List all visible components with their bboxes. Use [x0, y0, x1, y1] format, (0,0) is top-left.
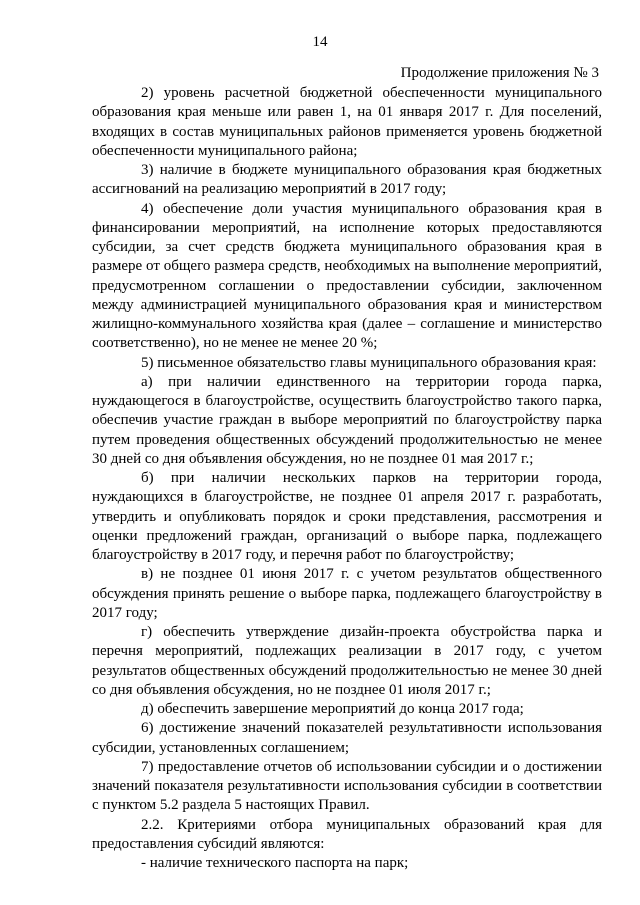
paragraph-criterion-1: - наличие технического паспорта на парк; [141, 855, 409, 871]
appendix-continuation-header: Продолжение приложения № 3 [400, 65, 599, 81]
paragraph-subitem-v: в) не позднее 01 июня 2017 г. с учетом результатов общественного обсуждения принять решение о выборе парка, подлежащего благоустройству в 2017 году; [92, 566, 602, 621]
document-body [92, 84, 602, 873]
paragraph-subitem-g: г) обеспечить утверждение дизайн-проекта обустройства парка и перечня мероприятий, подлежащих реализации в 2017 году, с учетом результатов общественных обсуждений продолжительностью не менее 30 дней со дня объявления обсуждения, но не позднее 01 июля 2017 г.; [92, 624, 602, 698]
paragraph-item-6: 6) достижение значений показателей результативности использования субсидии, установленных соглашением; [92, 720, 602, 756]
paragraph-item-4: 4) обеспечение доли участия муниципального образования края в финансировании мероприятий, на исполнение которых предоставляются субсидии, за счет средств бюджета муниципального образования края в размере от общего размера средств, необходимых на выполнение мероприятий, предусмотренном соглашении о предоставлении субсидии, заключенном между администрацией муниципального образования края и министерством жилищно-коммунального хозяйства края (далее – соглашение и министерство соответственно), но не менее не менее 20 %; [92, 200, 602, 352]
paragraph-subitem-b: б) при наличии нескольких парков на территории города, нуждающихся в благоустройстве, не позднее 01 апреля 2017 г. разработать, утвердить и опубликовать порядок и сроки представления, рассмотрения и оценки предложений граждан, организаций о выборе парка, подлежащего благоустройству в 2017 году, и перечня работ по благоустройству; [92, 470, 602, 563]
page-number: 14 [312, 34, 328, 50]
paragraph-item-5: 5) письменное обязательство главы муниципального образования края: [141, 354, 597, 371]
paragraph-section-2-2: 2.2. Критериями отбора муниципальных образований края для предоставления субсидий являются: [92, 816, 602, 852]
paragraph-item-2: 2) уровень расчетной бюджетной обеспеченности муниципального образования края меньше или равен 1, на 01 января 2017 г. Для поселений, входящих в состав муниципальных районов применяется уровень бюджетной обеспеченности муниципального района; [92, 85, 602, 159]
paragraph-subitem-a: а) при наличии единственного на территории города парка, нуждающегося в благоустройстве, осуществить благоустройство такого парка, обеспечив участие граждан в выборе мероприятий по благоустройству парка путем проведения общественных обсуждений продолжительностью не менее 30 дней со дня объявления обсуждения, но не позднее 01 мая 2017 г.; [92, 373, 602, 467]
paragraph-item-3: 3) наличие в бюджете муниципального образования края бюджетных ассигнований на реализацию мероприятий в 2017 году; [92, 162, 602, 198]
paragraph-subitem-d: д) обеспечить завершение мероприятий до конца 2017 года; [141, 701, 524, 717]
paragraph-item-7: 7) предоставление отчетов об использовании субсидии и о достижении значений показателя результативности использования субсидии в соответствии с пунктом 5.2 раздела 5 настоящих Правил. [92, 758, 602, 814]
